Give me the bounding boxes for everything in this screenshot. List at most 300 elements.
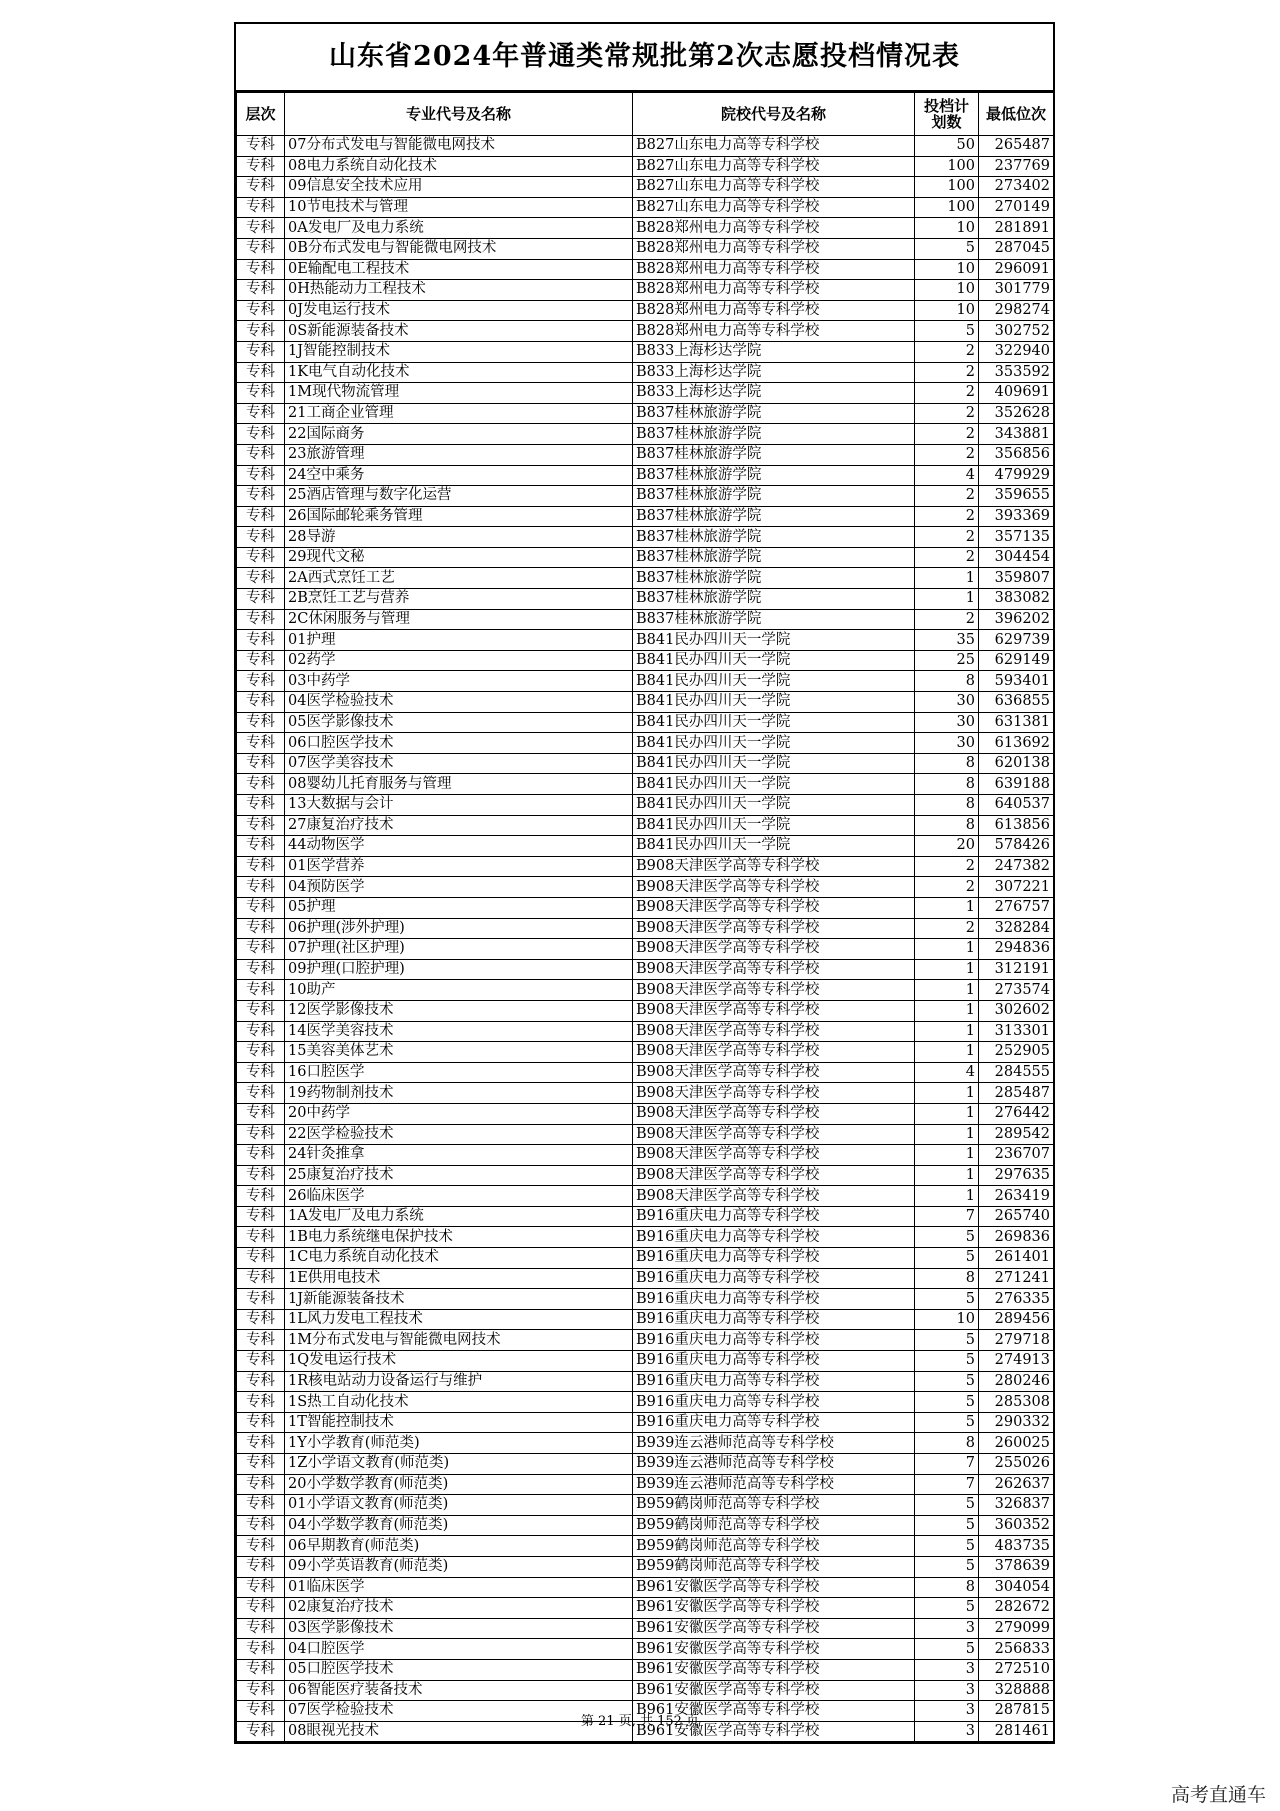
cell-plan: 3	[915, 1618, 979, 1639]
cell-min-rank: 393369	[979, 506, 1054, 527]
cell-school: B908天津医学高等专科学校	[633, 1124, 915, 1145]
cell-school: B908天津医学高等专科学校	[633, 1165, 915, 1186]
table-row	[237, 1412, 1054, 1433]
cell-level: 专科	[237, 1186, 285, 1207]
table-row	[237, 259, 1054, 280]
cell-plan: 2	[915, 362, 979, 383]
cell-major: 1B电力系统继电保护技术	[285, 1227, 633, 1248]
cell-major: 07护理(社区护理)	[285, 939, 633, 960]
cell-level: 专科	[237, 897, 285, 918]
cell-major: 1C电力系统自动化技术	[285, 1248, 633, 1269]
table-row	[237, 1392, 1054, 1413]
table-row	[237, 341, 1054, 362]
cell-major: 01护理	[285, 630, 633, 651]
cell-level: 专科	[237, 1289, 285, 1310]
cell-level: 专科	[237, 1454, 285, 1475]
table-row	[237, 1062, 1054, 1083]
cell-school: B827山东电力高等专科学校	[633, 156, 915, 177]
cell-major: 07分布式发电与智能微电网技术	[285, 136, 633, 157]
cell-school: B837桂林旅游学院	[633, 465, 915, 486]
cell-level: 专科	[237, 1330, 285, 1351]
cell-min-rank: 289456	[979, 1309, 1054, 1330]
cell-school: B908天津医学高等专科学校	[633, 856, 915, 877]
cell-plan: 2	[915, 527, 979, 548]
cell-min-rank: 281891	[979, 218, 1054, 239]
cell-level: 专科	[237, 1309, 285, 1330]
cell-plan: 5	[915, 321, 979, 342]
cell-major: 1R核电站动力设备运行与维护	[285, 1371, 633, 1392]
cell-major: 1K电气自动化技术	[285, 362, 633, 383]
cell-school: B908天津医学高等专科学校	[633, 1103, 915, 1124]
cell-plan: 30	[915, 712, 979, 733]
cell-major: 1M分布式发电与智能微电网技术	[285, 1330, 633, 1351]
cell-major: 1L风力发电工程技术	[285, 1309, 633, 1330]
cell-major: 01临床医学	[285, 1577, 633, 1598]
cell-plan: 30	[915, 692, 979, 713]
cell-major: 04口腔医学	[285, 1639, 633, 1660]
cell-school: B837桂林旅游学院	[633, 568, 915, 589]
table-row	[237, 753, 1054, 774]
cell-plan: 5	[915, 1371, 979, 1392]
cell-level: 专科	[237, 1474, 285, 1495]
cell-school: B827山东电力高等专科学校	[633, 197, 915, 218]
cell-min-rank: 287815	[979, 1701, 1054, 1722]
cell-plan: 2	[915, 341, 979, 362]
cell-major: 02康复治疗技术	[285, 1598, 633, 1619]
cell-min-rank: 631381	[979, 712, 1054, 733]
cell-major: 28导游	[285, 527, 633, 548]
cell-school: B837桂林旅游学院	[633, 444, 915, 465]
cell-school: B828郑州电力高等专科学校	[633, 259, 915, 280]
cell-min-rank: 409691	[979, 383, 1054, 404]
cell-school: B916重庆电力高等专科学校	[633, 1289, 915, 1310]
header-level: 层次	[237, 93, 285, 136]
cell-plan: 8	[915, 1268, 979, 1289]
cell-major: 20小学数学教育(师范类)	[285, 1474, 633, 1495]
cell-min-rank: 294836	[979, 939, 1054, 960]
cell-min-rank: 263419	[979, 1186, 1054, 1207]
cell-min-rank: 629149	[979, 650, 1054, 671]
cell-school: B959鹤岗师范高等专科学校	[633, 1515, 915, 1536]
cell-school: B916重庆电力高等专科学校	[633, 1392, 915, 1413]
table-row	[237, 444, 1054, 465]
cell-level: 专科	[237, 1248, 285, 1269]
cell-level: 专科	[237, 753, 285, 774]
cell-major: 03医学影像技术	[285, 1618, 633, 1639]
cell-plan: 10	[915, 280, 979, 301]
cell-school: B916重庆电力高等专科学校	[633, 1268, 915, 1289]
cell-major: 0B分布式发电与智能微电网技术	[285, 238, 633, 259]
cell-level: 专科	[237, 1021, 285, 1042]
cell-plan: 2	[915, 444, 979, 465]
table-row	[237, 506, 1054, 527]
cell-min-rank: 593401	[979, 671, 1054, 692]
cell-plan: 10	[915, 218, 979, 239]
cell-plan: 8	[915, 795, 979, 816]
cell-min-rank: 290332	[979, 1412, 1054, 1433]
table-row	[237, 1206, 1054, 1227]
cell-plan: 2	[915, 877, 979, 898]
table-row	[237, 568, 1054, 589]
cell-school: B916重庆电力高等专科学校	[633, 1351, 915, 1372]
cell-school: B961安徽医学高等专科学校	[633, 1659, 915, 1680]
cell-major: 0S新能源装备技术	[285, 321, 633, 342]
table-row	[237, 980, 1054, 1001]
table-row	[237, 1598, 1054, 1619]
cell-level: 专科	[237, 156, 285, 177]
cell-level: 专科	[237, 836, 285, 857]
cell-school: B828郑州电力高等专科学校	[633, 218, 915, 239]
table-row	[237, 362, 1054, 383]
cell-plan: 8	[915, 815, 979, 836]
cell-level: 专科	[237, 1618, 285, 1639]
cell-min-rank: 276335	[979, 1289, 1054, 1310]
table-row	[237, 1371, 1054, 1392]
cell-min-rank: 328284	[979, 918, 1054, 939]
cell-min-rank: 285308	[979, 1392, 1054, 1413]
cell-school: B908天津医学高等专科学校	[633, 1186, 915, 1207]
cell-plan: 5	[915, 1330, 979, 1351]
cell-min-rank: 378639	[979, 1556, 1054, 1577]
cell-min-rank: 269836	[979, 1227, 1054, 1248]
cell-min-rank: 357135	[979, 527, 1054, 548]
cell-level: 专科	[237, 177, 285, 198]
admission-table	[236, 92, 1054, 1742]
cell-school: B961安徽医学高等专科学校	[633, 1721, 915, 1742]
cell-level: 专科	[237, 692, 285, 713]
cell-school: B961安徽医学高等专科学校	[633, 1680, 915, 1701]
cell-plan: 1	[915, 1103, 979, 1124]
cell-major: 22国际商务	[285, 424, 633, 445]
cell-major: 01小学语文教育(师范类)	[285, 1495, 633, 1516]
cell-level: 专科	[237, 259, 285, 280]
cell-plan: 1	[915, 1145, 979, 1166]
table-row	[237, 527, 1054, 548]
cell-major: 03中药学	[285, 671, 633, 692]
cell-school: B837桂林旅游学院	[633, 403, 915, 424]
cell-school: B959鹤岗师范高等专科学校	[633, 1536, 915, 1557]
table-row	[237, 630, 1054, 651]
cell-major: 06口腔医学技术	[285, 733, 633, 754]
cell-level: 专科	[237, 650, 285, 671]
cell-plan: 10	[915, 259, 979, 280]
cell-level: 专科	[237, 280, 285, 301]
cell-major: 13大数据与会计	[285, 795, 633, 816]
cell-level: 专科	[237, 1577, 285, 1598]
cell-major: 01医学营养	[285, 856, 633, 877]
table-row	[237, 795, 1054, 816]
cell-plan: 4	[915, 1062, 979, 1083]
cell-major: 02药学	[285, 650, 633, 671]
cell-level: 专科	[237, 486, 285, 507]
table-row	[237, 1309, 1054, 1330]
cell-level: 专科	[237, 197, 285, 218]
cell-major: 04医学检验技术	[285, 692, 633, 713]
cell-plan: 2	[915, 918, 979, 939]
cell-major: 08眼视光技术	[285, 1721, 633, 1742]
cell-plan: 100	[915, 156, 979, 177]
cell-school: B841民办四川天一学院	[633, 692, 915, 713]
header-plan: 投档计划数	[915, 93, 979, 136]
cell-plan: 10	[915, 1309, 979, 1330]
cell-min-rank: 270149	[979, 197, 1054, 218]
cell-min-rank: 313301	[979, 1021, 1054, 1042]
table-row	[237, 1103, 1054, 1124]
cell-level: 专科	[237, 424, 285, 445]
table-row	[237, 1145, 1054, 1166]
table-row	[237, 1639, 1054, 1660]
cell-min-rank: 328888	[979, 1680, 1054, 1701]
cell-level: 专科	[237, 1639, 285, 1660]
cell-min-rank: 274913	[979, 1351, 1054, 1372]
cell-major: 06早期教育(师范类)	[285, 1536, 633, 1557]
cell-level: 专科	[237, 465, 285, 486]
cell-major: 0A发电厂及电力系统	[285, 218, 633, 239]
cell-min-rank: 282672	[979, 1598, 1054, 1619]
table-row	[237, 1351, 1054, 1372]
cell-level: 专科	[237, 1000, 285, 1021]
table-row	[237, 1124, 1054, 1145]
cell-school: B837桂林旅游学院	[633, 506, 915, 527]
cell-min-rank: 302602	[979, 1000, 1054, 1021]
cell-min-rank: 639188	[979, 774, 1054, 795]
cell-level: 专科	[237, 733, 285, 754]
cell-plan: 7	[915, 1206, 979, 1227]
cell-major: 07医学美容技术	[285, 753, 633, 774]
cell-level: 专科	[237, 1103, 285, 1124]
cell-min-rank: 236707	[979, 1145, 1054, 1166]
cell-min-rank: 483735	[979, 1536, 1054, 1557]
cell-school: B837桂林旅游学院	[633, 547, 915, 568]
cell-school: B908天津医学高等专科学校	[633, 1000, 915, 1021]
cell-school: B961安徽医学高等专科学校	[633, 1598, 915, 1619]
cell-min-rank: 613856	[979, 815, 1054, 836]
table-row	[237, 1227, 1054, 1248]
cell-major: 12医学影像技术	[285, 1000, 633, 1021]
table-row	[237, 1186, 1054, 1207]
cell-plan: 5	[915, 1536, 979, 1557]
cell-min-rank: 620138	[979, 753, 1054, 774]
cell-level: 专科	[237, 218, 285, 239]
cell-plan: 1	[915, 1083, 979, 1104]
cell-level: 专科	[237, 403, 285, 424]
cell-major: 10助产	[285, 980, 633, 1001]
cell-school: B841民办四川天一学院	[633, 733, 915, 754]
cell-min-rank: 356856	[979, 444, 1054, 465]
cell-level: 专科	[237, 1227, 285, 1248]
table-row	[237, 218, 1054, 239]
cell-plan: 1	[915, 589, 979, 610]
cell-major: 26国际邮轮乘务管理	[285, 506, 633, 527]
cell-min-rank: 383082	[979, 589, 1054, 610]
cell-major: 19药物制剂技术	[285, 1083, 633, 1104]
cell-school: B916重庆电力高等专科学校	[633, 1206, 915, 1227]
header-major: 专业代号及名称	[285, 93, 633, 136]
table-row	[237, 1577, 1054, 1598]
cell-level: 专科	[237, 589, 285, 610]
cell-school: B916重庆电力高等专科学校	[633, 1412, 915, 1433]
table-row	[237, 1000, 1054, 1021]
table-row	[237, 959, 1054, 980]
cell-plan: 5	[915, 1639, 979, 1660]
table-row	[237, 692, 1054, 713]
cell-major: 05医学影像技术	[285, 712, 633, 733]
cell-school: B828郑州电力高等专科学校	[633, 321, 915, 342]
cell-min-rank: 304054	[979, 1577, 1054, 1598]
cell-level: 专科	[237, 1145, 285, 1166]
cell-level: 专科	[237, 609, 285, 630]
cell-plan: 1	[915, 1021, 979, 1042]
cell-plan: 5	[915, 1392, 979, 1413]
table-row	[237, 547, 1054, 568]
cell-min-rank: 479929	[979, 465, 1054, 486]
cell-major: 23旅游管理	[285, 444, 633, 465]
cell-plan: 1	[915, 897, 979, 918]
table-header-row	[237, 93, 1054, 136]
cell-min-rank: 261401	[979, 1248, 1054, 1269]
cell-school: B916重庆电力高等专科学校	[633, 1371, 915, 1392]
cell-level: 专科	[237, 630, 285, 651]
cell-major: 0E输配电工程技术	[285, 259, 633, 280]
cell-level: 专科	[237, 1412, 285, 1433]
cell-min-rank: 237769	[979, 156, 1054, 177]
cell-level: 专科	[237, 238, 285, 259]
cell-school: B828郑州电力高等专科学校	[633, 238, 915, 259]
cell-major: 20中药学	[285, 1103, 633, 1124]
cell-plan: 8	[915, 753, 979, 774]
table-row	[237, 1659, 1054, 1680]
cell-school: B908天津医学高等专科学校	[633, 918, 915, 939]
table-row	[237, 1248, 1054, 1269]
cell-plan: 1	[915, 1042, 979, 1063]
cell-min-rank: 396202	[979, 609, 1054, 630]
cell-school: B939连云港师范高等专科学校	[633, 1454, 915, 1475]
cell-major: 07医学检验技术	[285, 1701, 633, 1722]
cell-major: 16口腔医学	[285, 1062, 633, 1083]
table-row	[237, 1495, 1054, 1516]
cell-major: 1S热工自动化技术	[285, 1392, 633, 1413]
cell-school: B908天津医学高等专科学校	[633, 1083, 915, 1104]
cell-major: 25酒店管理与数字化运营	[285, 486, 633, 507]
cell-plan: 5	[915, 1289, 979, 1310]
cell-plan: 4	[915, 465, 979, 486]
table-row	[237, 238, 1054, 259]
cell-min-rank: 360352	[979, 1515, 1054, 1536]
cell-level: 专科	[237, 568, 285, 589]
cell-level: 专科	[237, 856, 285, 877]
cell-school: B841民办四川天一学院	[633, 630, 915, 651]
cell-school: B837桂林旅游学院	[633, 609, 915, 630]
cell-level: 专科	[237, 341, 285, 362]
cell-major: 08婴幼儿托育服务与管理	[285, 774, 633, 795]
cell-plan: 100	[915, 197, 979, 218]
cell-min-rank: 578426	[979, 836, 1054, 857]
table-row	[237, 856, 1054, 877]
cell-plan: 1	[915, 939, 979, 960]
table-row	[237, 197, 1054, 218]
cell-school: B908天津医学高等专科学校	[633, 980, 915, 1001]
table-row	[237, 1536, 1054, 1557]
cell-min-rank: 629739	[979, 630, 1054, 651]
cell-plan: 8	[915, 774, 979, 795]
cell-min-rank: 262637	[979, 1474, 1054, 1495]
table-row	[237, 300, 1054, 321]
cell-major: 09护理(口腔护理)	[285, 959, 633, 980]
header-school: 院校代号及名称	[633, 93, 915, 136]
cell-school: B908天津医学高等专科学校	[633, 1062, 915, 1083]
cell-plan: 8	[915, 1577, 979, 1598]
cell-level: 专科	[237, 918, 285, 939]
table-body	[237, 136, 1054, 1742]
cell-major: 1J新能源装备技术	[285, 1289, 633, 1310]
cell-level: 专科	[237, 1721, 285, 1742]
cell-level: 专科	[237, 1392, 285, 1413]
table-row	[237, 650, 1054, 671]
cell-plan: 8	[915, 671, 979, 692]
cell-major: 15美容美体艺术	[285, 1042, 633, 1063]
cell-min-rank: 273402	[979, 177, 1054, 198]
cell-plan: 5	[915, 1248, 979, 1269]
table-row	[237, 918, 1054, 939]
cell-school: B908天津医学高等专科学校	[633, 1042, 915, 1063]
cell-min-rank: 279099	[979, 1618, 1054, 1639]
table-row	[237, 1289, 1054, 1310]
cell-major: 04预防医学	[285, 877, 633, 898]
cell-major: 1J智能控制技术	[285, 341, 633, 362]
cell-min-rank: 287045	[979, 238, 1054, 259]
table-row	[237, 1680, 1054, 1701]
cell-school: B961安徽医学高等专科学校	[633, 1618, 915, 1639]
cell-plan: 5	[915, 1598, 979, 1619]
table-row	[237, 1556, 1054, 1577]
watermark: 高考直通车	[1170, 1784, 1266, 1806]
cell-min-rank: 640537	[979, 795, 1054, 816]
cell-min-rank: 284555	[979, 1062, 1054, 1083]
cell-level: 专科	[237, 959, 285, 980]
table-row	[237, 403, 1054, 424]
cell-level: 专科	[237, 300, 285, 321]
cell-min-rank: 613692	[979, 733, 1054, 754]
cell-school: B908天津医学高等专科学校	[633, 1021, 915, 1042]
cell-plan: 2	[915, 609, 979, 630]
table-row	[237, 321, 1054, 342]
table-row	[237, 897, 1054, 918]
cell-min-rank: 343881	[979, 424, 1054, 445]
table-row	[237, 815, 1054, 836]
cell-min-rank: 296091	[979, 259, 1054, 280]
cell-major: 24空中乘务	[285, 465, 633, 486]
cell-major: 25康复治疗技术	[285, 1165, 633, 1186]
table-row	[237, 1433, 1054, 1454]
cell-school: B916重庆电力高等专科学校	[633, 1248, 915, 1269]
table-row	[237, 609, 1054, 630]
cell-school: B841民办四川天一学院	[633, 774, 915, 795]
cell-level: 专科	[237, 1206, 285, 1227]
cell-plan: 7	[915, 1474, 979, 1495]
header-min-rank: 最低位次	[979, 93, 1054, 136]
cell-school: B908天津医学高等专科学校	[633, 1145, 915, 1166]
cell-min-rank: 636855	[979, 692, 1054, 713]
table-row	[237, 383, 1054, 404]
cell-level: 专科	[237, 939, 285, 960]
cell-min-rank: 255026	[979, 1454, 1054, 1475]
cell-level: 专科	[237, 1083, 285, 1104]
table-row	[237, 712, 1054, 733]
table-row	[237, 1268, 1054, 1289]
cell-level: 专科	[237, 506, 285, 527]
cell-plan: 5	[915, 1495, 979, 1516]
table-row	[237, 1330, 1054, 1351]
